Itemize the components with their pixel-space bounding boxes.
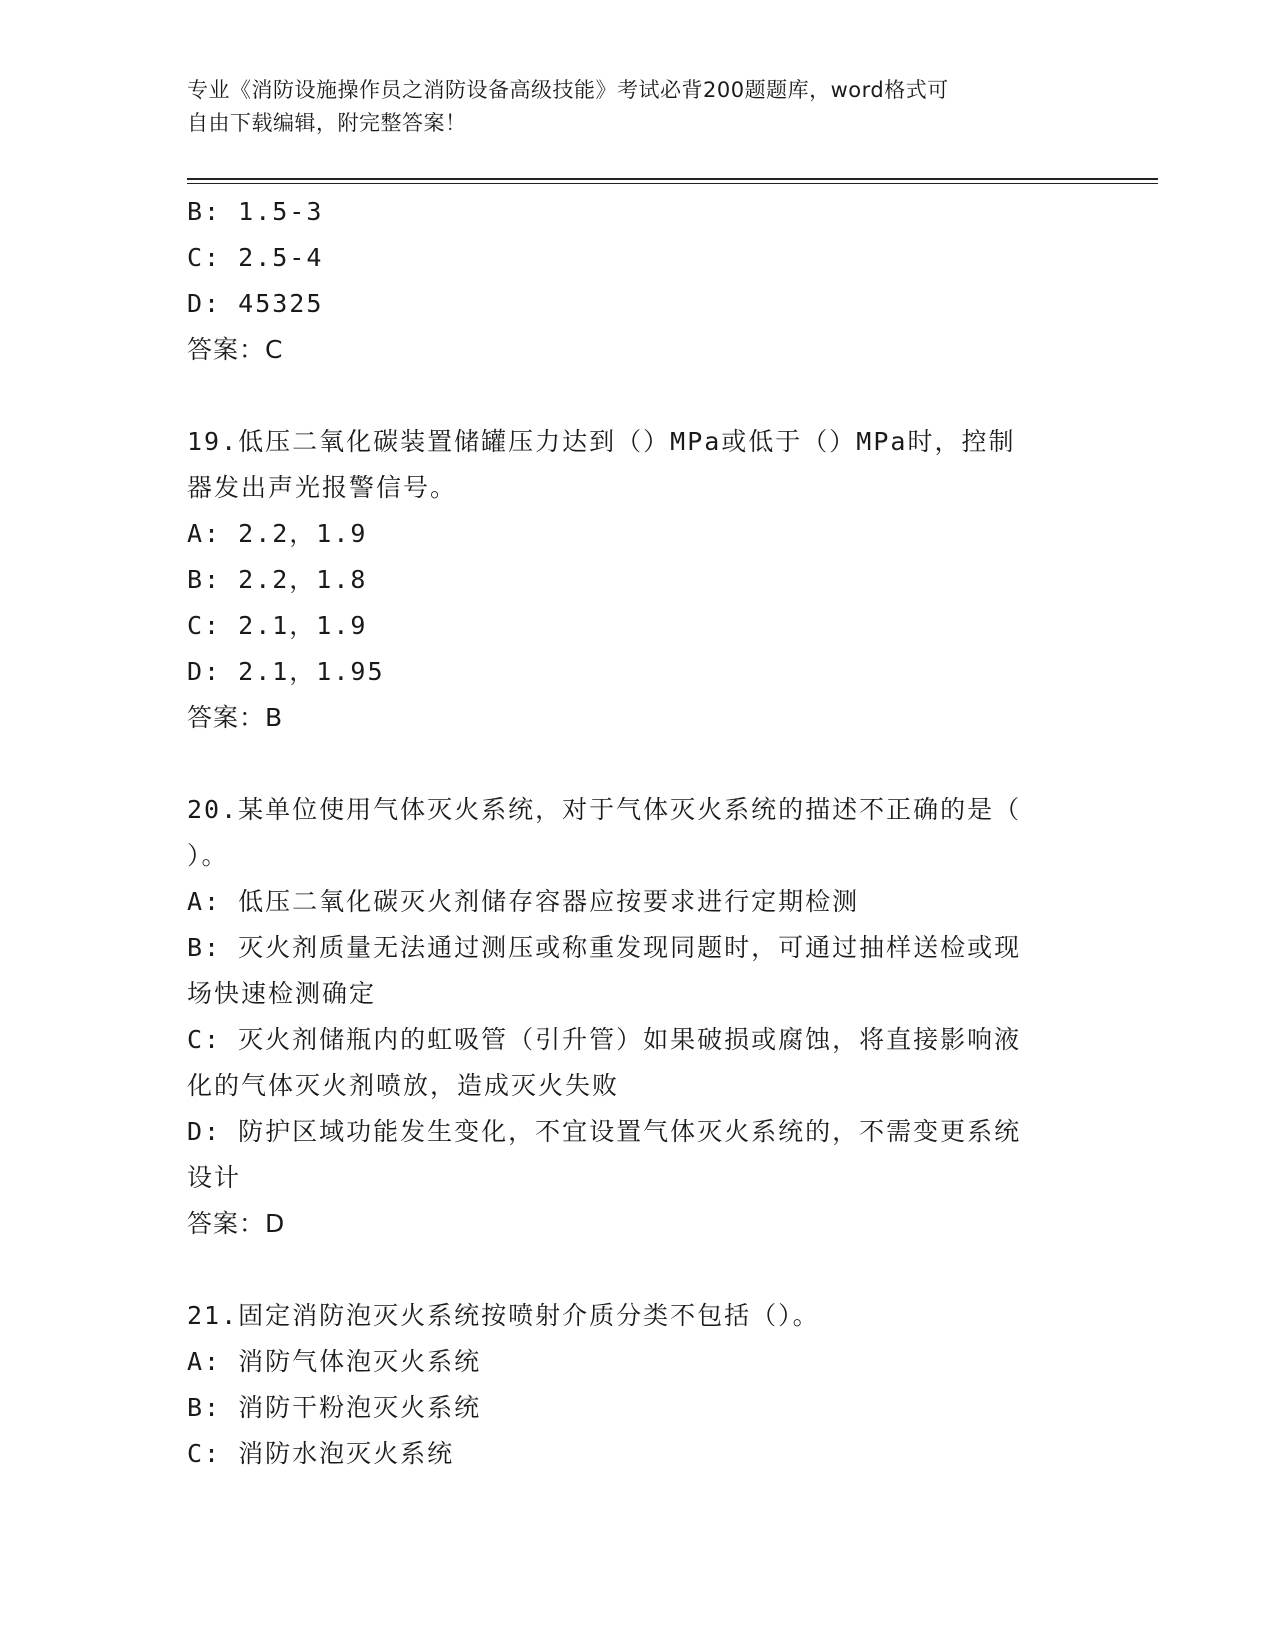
- option-b: B: 灭火剂质量无法通过测压或称重发现同题时，可通过抽样送检或现: [187, 933, 1022, 962]
- header-divider-thin: [187, 183, 1158, 184]
- option-b: B: 1.5-3: [187, 197, 324, 226]
- answer: 答案：B: [187, 703, 284, 732]
- spacer: [187, 373, 1087, 419]
- option-d: D: 防护区域功能发生变化，不宜设置气体灭火系统的，不需变更系统: [187, 1117, 1022, 1146]
- option-a: A: 2.2，1.9: [187, 519, 368, 548]
- answer: 答案：C: [187, 335, 284, 364]
- question-stem: 20.某单位使用气体灭火系统，对于气体灭火系统的描述不正确的是（: [187, 795, 1022, 824]
- document-header: [187, 74, 1067, 140]
- option-c-continued: 化的气体灭火剂喷放，造成灭火失败: [187, 1071, 620, 1100]
- question-20: [187, 787, 1087, 1247]
- header-title-line-1: 专业《消防设施操作员之消防设备高级技能》考试必背200题题库，word格式可: [187, 78, 949, 102]
- option-b: B: 2.2，1.8: [187, 565, 368, 594]
- option-c: C: 2.1，1.9: [187, 611, 368, 640]
- header-divider-thick: [187, 178, 1158, 180]
- option-a: A: 消防气体泡灭火系统: [187, 1347, 482, 1376]
- option-d: D: 45325: [187, 289, 324, 318]
- header-title-line-2: 自由下载编辑，附完整答案！: [187, 111, 467, 135]
- option-d-continued: 设计: [187, 1163, 242, 1192]
- answer: 答案：D: [187, 1209, 286, 1238]
- question-stem-continued: ）。: [187, 841, 229, 870]
- option-a: A: 低压二氧化碳灭火剂储存容器应按要求进行定期检测: [187, 887, 860, 916]
- option-c: C: 消防水泡灭火系统: [187, 1439, 455, 1468]
- option-b: B: 消防干粉泡灭火系统: [187, 1393, 482, 1422]
- spacer: [187, 741, 1087, 787]
- question-18: [187, 189, 1087, 373]
- question-stem-continued: 器发出声光报警信号。: [187, 473, 458, 502]
- question-stem: 21.固定消防泡灭火系统按喷射介质分类不包括（）。: [187, 1301, 820, 1330]
- question-stem: 19.低压二氧化碳装置储罐压力达到（）MPa或低于（）MPa时，控制: [187, 427, 1016, 456]
- question-content: [187, 189, 1087, 1477]
- option-c: C: 灭火剂储瓶内的虹吸管（引升管）如果破损或腐蚀，将直接影响液: [187, 1025, 1022, 1054]
- option-c: C: 2.5-4: [187, 243, 324, 272]
- spacer: [187, 1247, 1087, 1293]
- question-19: [187, 419, 1087, 741]
- option-d: D: 2.1，1.95: [187, 657, 385, 686]
- question-21: [187, 1293, 1087, 1477]
- option-b-continued: 场快速检测确定: [187, 979, 377, 1008]
